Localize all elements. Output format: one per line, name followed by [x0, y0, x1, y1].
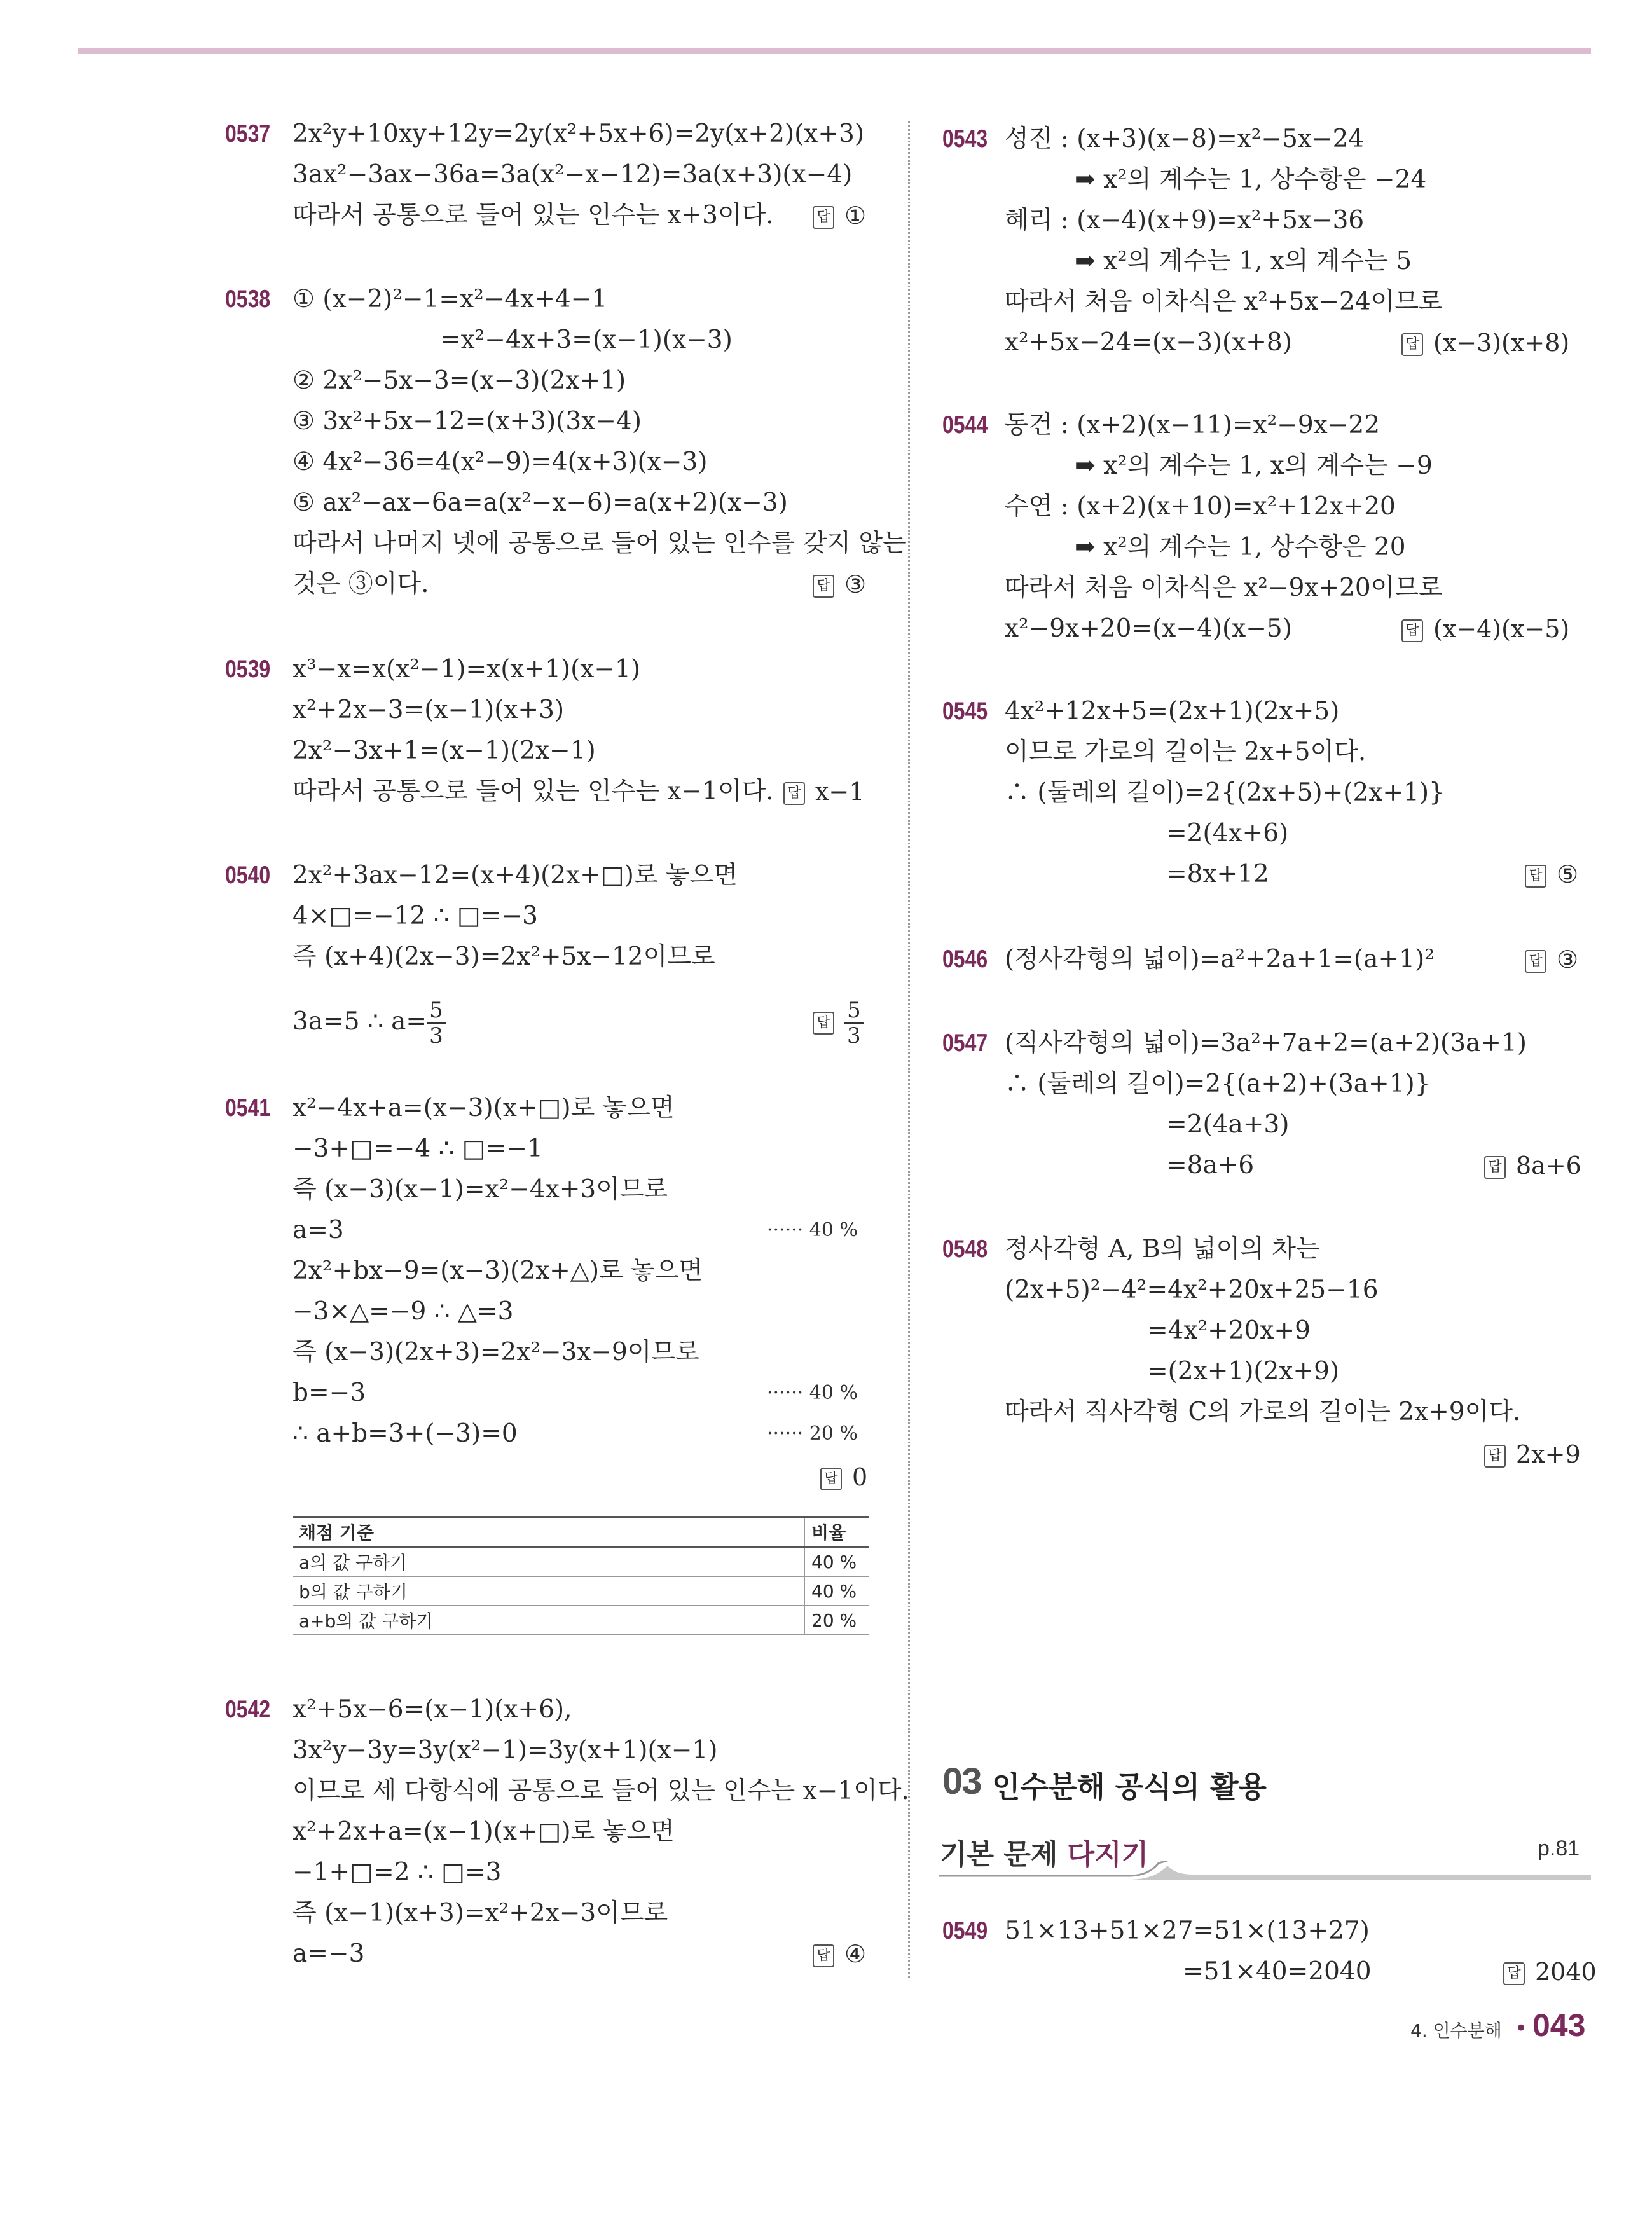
problem-number: 0549	[942, 1917, 988, 1944]
answer	[820, 1461, 867, 1493]
solution-line: x²−9x+20=(x−4)(x−5)	[1005, 614, 1292, 643]
answer	[1525, 858, 1578, 890]
solution-line: x²+5x−6=(x−1)(x+6),	[293, 1695, 572, 1724]
answer-icon: 답	[1401, 619, 1423, 642]
solution-line: 4×□=−12 ∴ □=−3	[293, 902, 538, 930]
page-reference: p.81	[1538, 1836, 1580, 1861]
solution-line: 즉 (x−1)(x+3)=x²+2x−3이므로	[293, 1899, 668, 1927]
solution-line: ④ 4x²−36=4(x²−9)=4(x+3)(x−3)	[293, 448, 708, 476]
solution-line: =2(4x+6)	[1166, 819, 1289, 848]
solution-line: 정사각형 A, B의 넓이의 차는	[1005, 1235, 1320, 1263]
column-divider	[908, 121, 910, 1978]
bullet-icon: •	[1515, 2016, 1528, 2041]
answer-value: (x−3)(x+8)	[1433, 329, 1570, 357]
solution-line: ➡ x²의 계수는 1, x의 계수는 5	[1075, 247, 1412, 275]
solution-line	[293, 998, 446, 1048]
solution-line: −3+□=−4 ∴ □=−1	[293, 1134, 543, 1163]
table-cell: 40 %	[804, 1547, 869, 1577]
solution-line: 2x²+3ax−12=(x+4)(2x+□)로 놓으면	[293, 861, 738, 890]
solution-line: ① (x−2)²−1=x²−4x+4−1	[293, 285, 608, 313]
answer	[1484, 1150, 1581, 1181]
solution-line: ➡ x²의 계수는 1, x의 계수는 −9	[1075, 451, 1433, 480]
solution-line: 따라서 처음 이차식은 x²−9x+20이므로	[1005, 574, 1443, 602]
answer	[1525, 944, 1578, 975]
table-row	[293, 1547, 869, 1577]
answer-icon: 답	[1525, 950, 1546, 973]
answer-icon: 답	[1484, 1445, 1506, 1468]
answer-value: ⑤	[1557, 860, 1579, 888]
solution-line: x³−x=x(x²−1)=x(x+1)(x−1)	[293, 655, 641, 684]
problem-number: 0541	[225, 1094, 271, 1122]
answer-icon: 답	[1525, 865, 1546, 888]
solution-line: 즉 (x+4)(2x−3)=2x²+5x−12이므로	[293, 942, 715, 971]
answer-icon: 답	[813, 575, 834, 598]
solution-line: a=3	[293, 1216, 344, 1244]
solution-line: ③ 3x²+5x−12=(x+3)(3x−4)	[293, 407, 642, 436]
fraction-denominator: 3	[847, 1023, 861, 1049]
answer	[1401, 327, 1569, 359]
table-cell: 40 %	[804, 1576, 869, 1606]
chapter-label: 4. 인수분해	[1410, 2020, 1502, 2041]
solution-line: −1+□=2 ∴ □=3	[293, 1858, 502, 1887]
solution-line: ∴ (둘레의 길이)=2{(2x+5)+(2x+1)}	[1005, 778, 1445, 807]
table-row	[293, 1606, 869, 1635]
table-row	[293, 1576, 869, 1606]
answer-value: 8a+6	[1516, 1152, 1581, 1180]
answer-value: ④	[844, 1940, 867, 1968]
table-cell: 20 %	[804, 1606, 869, 1635]
answer-icon: 답	[813, 1944, 834, 1967]
problem-number: 0537	[225, 120, 271, 148]
solution-line: ➡ x²의 계수는 1, 상수항은 −24	[1075, 165, 1427, 194]
problem-number: 0542	[225, 1696, 271, 1723]
solution-line: a=−3	[293, 1939, 365, 1968]
answer	[813, 998, 864, 1048]
solution-line: =(2x+1)(2x+9)	[1147, 1357, 1340, 1386]
problem-number: 0548	[942, 1235, 988, 1263]
solution-line: 성진 : (x+3)(x−8)=x²−5x−24	[1005, 125, 1365, 153]
solution-line: 3x²y−3y=3y(x²−1)=3y(x+1)(x−1)	[293, 1736, 718, 1765]
answer-icon: 답	[813, 206, 834, 229]
solution-line: =51×40=2040	[1183, 1957, 1372, 1986]
section-number: 03	[942, 1761, 981, 1802]
subsection-title-accent: 다지기	[1067, 1838, 1149, 1871]
table-cell: a의 값 구하기	[293, 1547, 804, 1577]
answer	[813, 200, 866, 231]
score-mark: ······ 20 %	[767, 1422, 858, 1445]
subsection-title-part: 기본 문제	[940, 1838, 1068, 1871]
solution-line: 수연 : (x+2)(x+10)=x²+12x+20	[1005, 492, 1396, 521]
answer	[783, 776, 864, 808]
answer-value: 2x+9	[1516, 1440, 1581, 1468]
answer-value: 2040	[1535, 1958, 1597, 1986]
solution-line: x²+2x−3=(x−1)(x+3)	[293, 696, 565, 724]
solution-line: 따라서 공통으로 들어 있는 인수는 x+3이다.	[293, 201, 774, 230]
solution-line: =8a+6	[1166, 1151, 1255, 1180]
answer-icon: 답	[813, 1012, 834, 1035]
solution-line: ∴ a+b=3+(−3)=0	[293, 1419, 518, 1448]
solution-line: 따라서 나머지 넷에 공통으로 들어 있는 인수를 갖지 않는	[293, 529, 907, 558]
answer-value: (x−4)(x−5)	[1433, 615, 1570, 643]
fraction-numerator: 5	[844, 998, 864, 1024]
solution-line: (2x+5)²−4²=4x²+20x+25−16	[1005, 1276, 1379, 1304]
solution-line: =x²−4x+3=(x−1)(x−3)	[440, 326, 733, 354]
solution-line: 즉 (x−3)(x−1)=x²−4x+3이므로	[293, 1175, 668, 1204]
solution-line: 51×13+51×27=51×(13+27)	[1005, 1917, 1370, 1945]
subsection-underline	[939, 1861, 1591, 1882]
solution-line: 혜리 : (x−4)(x+9)=x²+5x−36	[1005, 206, 1365, 235]
problem-number: 0547	[942, 1029, 988, 1057]
solution-line: 동건 : (x+2)(x−11)=x²−9x−22	[1005, 411, 1380, 439]
solution-line: 2x²−3x+1=(x−1)(2x−1)	[293, 736, 596, 765]
problem-number: 0540	[225, 862, 271, 889]
solution-line: 4x²+12x+5=(2x+1)(2x+5)	[1005, 697, 1340, 726]
solution-line: b=−3	[293, 1379, 366, 1407]
scoring-table	[293, 1516, 869, 1635]
answer-icon: 답	[1401, 333, 1423, 356]
solution-line: 이므로 가로의 길이는 2x+5이다.	[1005, 738, 1366, 766]
fraction	[427, 998, 446, 1048]
solution-line: ➡ x²의 계수는 1, 상수항은 20	[1075, 533, 1406, 561]
solution-line: =4x²+20x+9	[1147, 1316, 1311, 1345]
answer	[1503, 1956, 1597, 1988]
score-mark: ······ 40 %	[767, 1382, 858, 1404]
solution-line: ∴ (둘레의 길이)=2{(a+2)+(3a+1)}	[1005, 1070, 1431, 1098]
answer	[813, 568, 866, 600]
answer-value: x−1	[815, 778, 865, 806]
table-cell: b의 값 구하기	[293, 1576, 804, 1606]
answer-value: ①	[844, 202, 867, 230]
solution-line: =8x+12	[1166, 860, 1269, 888]
solution-line: 2x²y+10xy+12y=2y(x²+5x+6)=2y(x+2)(x+3)	[293, 120, 865, 148]
solution-line: (정사각형의 넓이)=a²+2a+1=(a+1)²	[1005, 945, 1435, 974]
solution-line: 3ax²−3ax−36a=3a(x²−x−12)=3a(x+3)(x−4)	[293, 160, 853, 189]
answer-value: ③	[844, 570, 867, 598]
solution-line: 따라서 공통으로 들어 있는 인수는 x−1이다.	[293, 777, 774, 806]
answer-fraction	[844, 998, 864, 1048]
solution-line: 이므로 세 다항식에 공통으로 들어 있는 인수는 x−1이다.	[293, 1777, 909, 1805]
problem-number: 0545	[942, 698, 988, 725]
solution-line: ② 2x²−5x−3=(x−3)(2x+1)	[293, 366, 626, 395]
solution-line: 것은 ③이다.	[293, 570, 429, 598]
fraction-numerator: 5	[427, 998, 446, 1024]
problem-number: 0538	[225, 286, 271, 313]
solution-line: x²+5x−24=(x−3)(x+8)	[1005, 328, 1292, 357]
solution-line: 따라서 직사각형 C의 가로의 길이는 2x+9이다.	[1005, 1398, 1521, 1426]
table-cell: a+b의 값 구하기	[293, 1606, 804, 1635]
answer-icon: 답	[1484, 1156, 1506, 1179]
solution-line: −3×△=−9 ∴ △=3	[293, 1297, 514, 1326]
problem-number: 0543	[942, 125, 988, 153]
problem-number: 0539	[225, 656, 271, 683]
answer-icon: 답	[1503, 1962, 1525, 1985]
solution-line: x²−4x+a=(x−3)(x+□)로 놓으면	[293, 1094, 675, 1122]
answer-icon: 답	[783, 782, 805, 805]
answer	[1484, 1438, 1581, 1470]
table-header: 비율	[804, 1517, 869, 1547]
score-mark: ······ 40 %	[767, 1219, 858, 1241]
answer-value: 0	[852, 1463, 868, 1491]
solution-line: 따라서 처음 이차식은 x²+5x−24이므로	[1005, 287, 1443, 316]
answer	[813, 1938, 866, 1970]
page-number: 043	[1532, 2007, 1586, 2043]
solution-line: (직사각형의 넓이)=3a²+7a+2=(a+2)(3a+1)	[1005, 1029, 1527, 1057]
top-rule	[78, 48, 1591, 54]
section-title: 인수분해 공식의 활용	[992, 1770, 1267, 1804]
solution-line: 즉 (x−3)(2x+3)=2x²−3x−9이므로	[293, 1338, 699, 1366]
solution-line: ⑤ ax²−ax−6a=a(x²−x−6)=a(x+2)(x−3)	[293, 488, 788, 517]
answer-icon: 답	[820, 1468, 842, 1490]
answer	[1401, 613, 1569, 645]
solution-line: =2(4a+3)	[1166, 1110, 1290, 1139]
problem-number: 0544	[942, 411, 988, 439]
solution-line: 2x²+bx−9=(x−3)(2x+△)로 놓으면	[293, 1256, 703, 1285]
table-header-row	[293, 1517, 869, 1547]
table-header: 채점 기준	[293, 1517, 804, 1547]
answer-value: ③	[1557, 946, 1579, 974]
problem-number: 0546	[942, 946, 988, 973]
solution-line: x²+2x+a=(x−1)(x+□)로 놓으면	[293, 1817, 675, 1846]
fraction-denominator: 3	[429, 1023, 443, 1049]
solution-text: 3a=5 ∴ a=	[293, 1007, 427, 1036]
